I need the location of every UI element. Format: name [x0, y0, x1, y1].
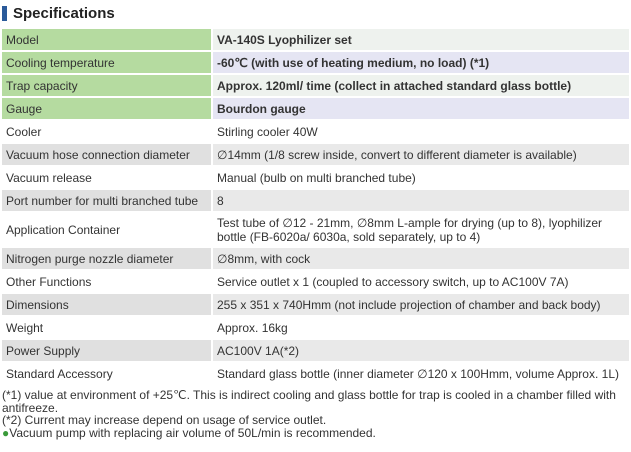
- spec-value: Approx. 16kg: [213, 317, 629, 338]
- heading-bar-icon: [2, 6, 7, 21]
- spec-value: 255 x 351 x 740Hmm (not include projection of chamber and back body): [213, 294, 629, 315]
- spec-row-trap-capacity: [2, 75, 629, 96]
- spec-row-gauge: [2, 98, 629, 119]
- spec-value: ∅8mm, with cock: [213, 248, 629, 269]
- spec-value: Test tube of ∅12 - 21mm, ∅8mm L-ample for drying (up to 8), lyophilizer bottle (FB-6020a/ 6030a, sold separately, up to 4): [213, 213, 629, 246]
- spec-row-model: [2, 29, 629, 50]
- spec-label: Dimensions: [2, 294, 213, 315]
- footnote-2: (*2) Current may increase depend on usage of service outlet.: [2, 413, 327, 427]
- spec-value: -60℃ (with use of heating medium, no load) (*1): [213, 52, 629, 73]
- spec-value: AC100V 1A(*2): [213, 340, 629, 361]
- spec-label: Cooling temperature: [2, 52, 213, 73]
- footnotes: [2, 389, 627, 439]
- spec-row-dimensions: [2, 294, 629, 315]
- recommendation-note: [2, 427, 627, 440]
- recommendation-text: Vacuum pump with replacing air volume of 50L/min is recommended.: [9, 425, 376, 440]
- spec-row-weight: [2, 317, 629, 338]
- spec-label: Standard Accessory: [2, 363, 213, 384]
- spec-value: Manual (bulb on multi branched tube): [213, 167, 629, 188]
- spec-value: Stirling cooler 40W: [213, 121, 629, 142]
- spec-value: Service outlet x 1 (coupled to accessory switch, up to AC100V 7A): [213, 271, 629, 292]
- spec-label: Weight: [2, 317, 213, 338]
- spec-row-vacuum-release: [2, 167, 629, 188]
- spec-label: Other Functions: [2, 271, 213, 292]
- footnote-1: (*1) value at environment of +25℃. This is indirect cooling and glass bottle for trap is cooled in a chamber filled with antifreeze.: [2, 388, 616, 415]
- spec-row-standard-accessory: [2, 363, 629, 384]
- spec-value: Approx. 120ml/ time (collect in attached standard glass bottle): [213, 75, 629, 96]
- spec-table: [2, 27, 629, 386]
- bullet-icon: ●: [2, 425, 10, 440]
- spec-value: 8: [213, 190, 629, 211]
- spec-row-nitrogen-purge: [2, 248, 629, 269]
- spec-label: Cooler: [2, 121, 213, 142]
- spec-label: Application Container: [2, 213, 213, 246]
- spec-label: Port number for multi branched tube: [2, 190, 213, 211]
- spec-value: Standard glass bottle (inner diameter ∅120 x 100Hmm, volume Approx. 1L): [213, 363, 629, 384]
- spec-value: VA-140S Lyophilizer set: [213, 29, 629, 50]
- spec-label: Vacuum release: [2, 167, 213, 188]
- spec-label: Nitrogen purge nozzle diameter: [2, 248, 213, 269]
- section-title: Specifications: [13, 4, 115, 22]
- spec-label: Gauge: [2, 98, 213, 119]
- section-heading: [0, 0, 631, 26]
- spec-label: Model: [2, 29, 213, 50]
- spec-row-other-functions: [2, 271, 629, 292]
- spec-row-port-number: [2, 190, 629, 211]
- spec-row-power-supply: [2, 340, 629, 361]
- spec-row-application-container: [2, 213, 629, 246]
- spec-row-cooling-temperature: [2, 52, 629, 73]
- spec-row-cooler: [2, 121, 629, 142]
- spec-label: Trap capacity: [2, 75, 213, 96]
- spec-value: Bourdon gauge: [213, 98, 629, 119]
- spec-label: Vacuum hose connection diameter: [2, 144, 213, 165]
- spec-row-vacuum-hose: [2, 144, 629, 165]
- spec-label: Power Supply: [2, 340, 213, 361]
- spec-value: ∅14mm (1/8 screw inside, convert to different diameter is available): [213, 144, 629, 165]
